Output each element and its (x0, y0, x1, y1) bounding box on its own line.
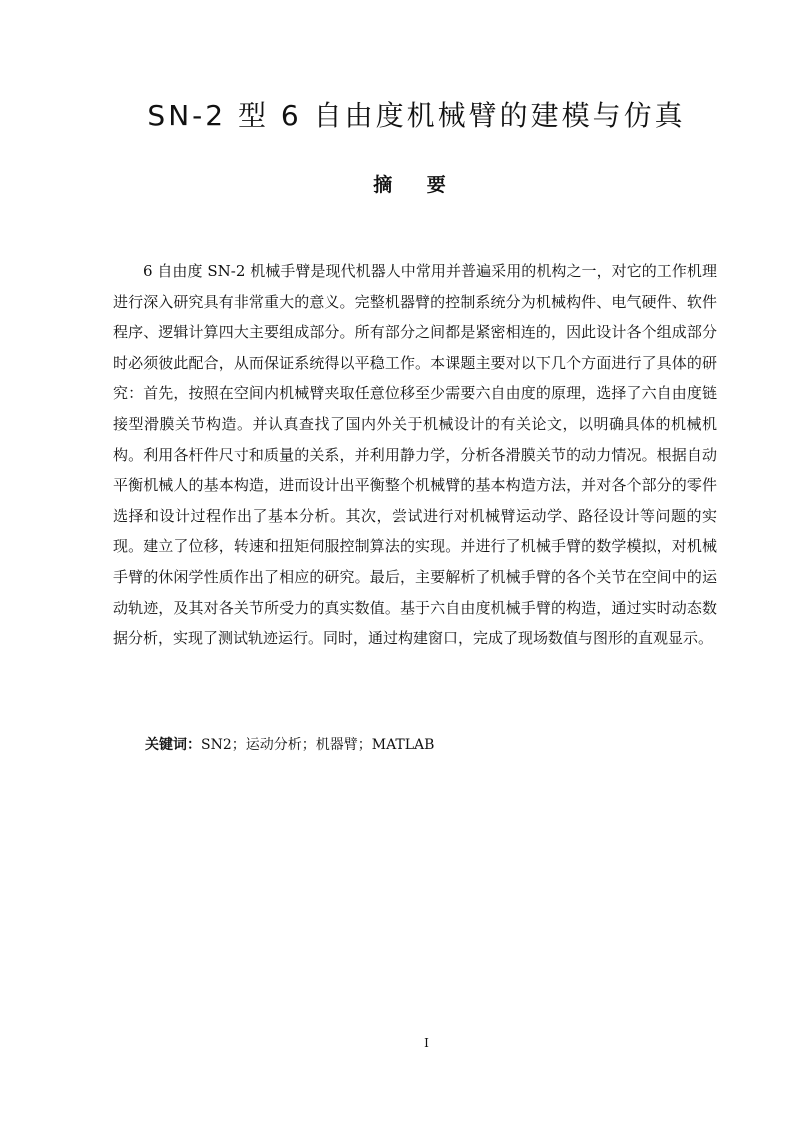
keywords-line (145, 733, 434, 757)
keywords-value: SN2；运动分析；机器臂；MATLAB (201, 737, 435, 753)
abstract-heading: 摘 要 (373, 174, 460, 196)
document-title: SN-2 型 6 自由度机械臂的建模与仿真 (147, 99, 686, 132)
abstract-body: 6 自由度 SN-2 机械手臂是现代机器人中常用并普遍采用的机构之一，对它的工作机理进行深入研究具有非常重大的意义。完整机器臂的控制系统分为机械构件、电气硬件、软件程序、逻辑计算四大主要组成部分。所有部分之间都是紧密相连的，因此设计各个组成部分时必须彼此配合，从而保证系统得以平稳工作。本课题主要对以下几个方面进行了具体的研究：首先，按照在空间内机械臂夹取任意位移至少需要六自由度的原理，选择了六自由度链接型滑膜关节构造。并认真查找了国内外关于机械设计的有关论文，以明确具体的机械机构。利用各杆件尺寸和质量的关系，并利用静力学，分析各滑膜关节的动力情况。根据自动平衡机械人的基本构造，进而设计出平衡整个机械臂的基本构造方法，并对各个部分的零件选择和设计过程作出了基本分析。其次，尝试进行对机械臂运动学、路径设计等问题的实现。建立了位移，转速和扭矩伺服控制算法的实现。并进行了机械手臂的数学模拟，对机械手臂的休闲学性质作出了相应的研究。最后，主要解析了机械手臂的各个关节在空间中的运动轨迹，及其对各关节所受力的真实数值。基于六自由度机械手臂的构造，通过实时动态数据分析，实现了测试轨迹运行。同时，通过构建窗口，完成了现场数值与图形的直观显示。 (113, 262, 717, 648)
keywords-label: 关键词： (145, 737, 201, 753)
page-number: I (424, 1036, 429, 1050)
